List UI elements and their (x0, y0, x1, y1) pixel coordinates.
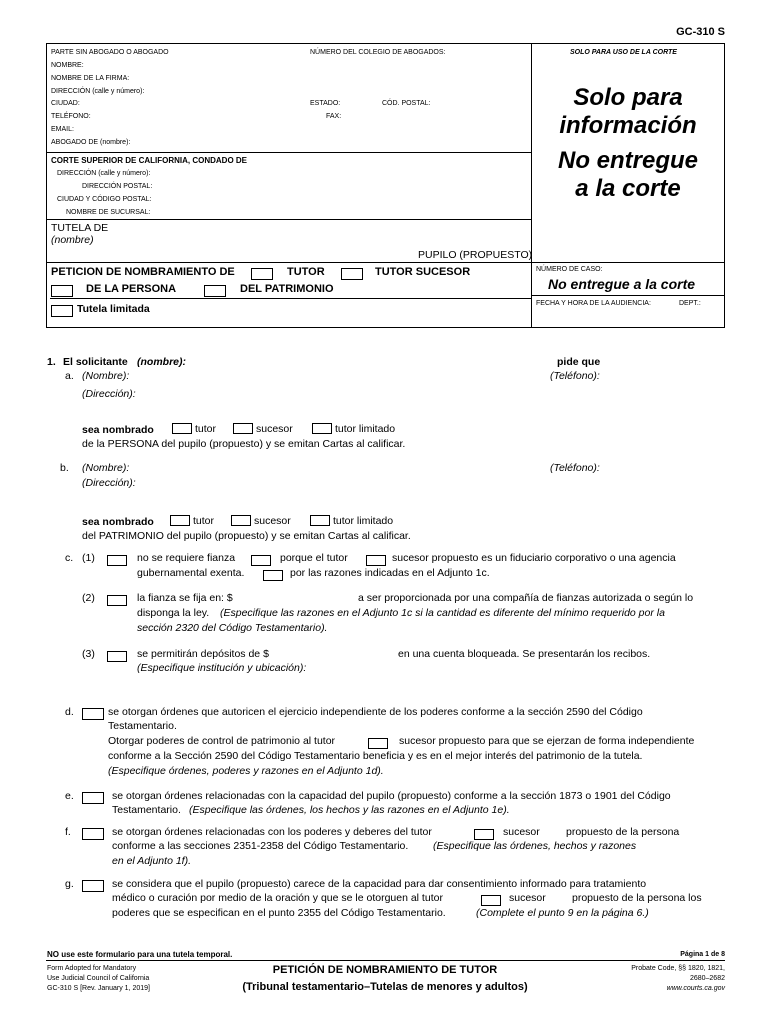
c1-no-bond-text: no se requiere fianza (137, 552, 236, 564)
footer-warning: NO use este formulario para una tutela temporal. (47, 950, 233, 959)
b-appointed-label: sea nombrado (82, 516, 154, 528)
d-text-5: conforme a la Sección 2590 del Código Testamentario beneficia y es en el mejor interés del patrimonio de la tutela. (108, 750, 643, 762)
estate-label: DEL PATRIMONIO (240, 283, 334, 295)
item-a-label: a. (65, 370, 74, 382)
a-appointed-label: sea nombrado (82, 424, 154, 436)
stamp-line-3: No entregue (557, 147, 698, 174)
b-letters-text: del PATRIMONIO del pupilo (propuesto) y se emitan Cartas al calificar. (82, 530, 411, 542)
item-b-label: b. (60, 462, 69, 474)
g-text-6: (Complete el punto 9 en la página 6.) (476, 907, 649, 919)
c1-fiduciary-text: sucesor propuesto es un fiduciario corporativo o una agencia (392, 552, 676, 564)
c3-deposits-text: se permitirán depósitos de $ (137, 648, 269, 660)
b-tutor-option[interactable] (170, 515, 214, 527)
guardianship-name-hint: (nombre) (51, 234, 94, 246)
petition-divider-rule (50, 298, 532, 299)
c2-checkbox[interactable] (107, 591, 130, 609)
header-bottom-rule (46, 327, 725, 328)
g-text-1: se considera que el pupilo (propuesto) carece de la capacidad para dar consentimiento informado para tratamiento (112, 878, 647, 890)
case-divider-rule (531, 295, 725, 296)
case-number-value: No entregue a la corte (548, 276, 696, 292)
stamp-line-4: a la corte (575, 175, 681, 202)
item-g-label: g. (65, 878, 74, 890)
dept-label: DEPT.: (679, 300, 701, 307)
c2-surety-text: a ser proporcionada por una compañía de fianzas autorizada o según lo (358, 592, 694, 604)
a-sucesor-option[interactable] (233, 423, 293, 435)
b-limitado-text: tutor limitado (333, 515, 394, 527)
c2-label: (2) (82, 592, 95, 604)
code-line-2: 2680–2682 (689, 975, 725, 982)
c3-institution-text: (Especifique institución y ubicación): (137, 662, 307, 674)
court-title: CORTE SUPERIOR DE CALIFORNIA, CONDADO DE (51, 156, 248, 165)
f-text-6: en el Adjunto 1f). (112, 855, 191, 867)
e-checkbox[interactable] (82, 789, 104, 807)
limited-label: Tutela limitada (77, 303, 150, 315)
form-code: GC-310 S (676, 26, 725, 38)
tutor-checkbox[interactable] (251, 265, 273, 283)
a-tutor-text: tutor (195, 423, 217, 435)
firm-label: NOMBRE DE LA FIRMA: (51, 75, 130, 82)
adopted-line-3: GC-310 S [Rev. January 1, 2019] (47, 985, 150, 992)
adopted-line-2: Use Judicial Council of California (47, 975, 150, 982)
b-phone-label: (Teléfono): (550, 462, 600, 474)
g-checkbox[interactable] (82, 877, 104, 895)
b-sucesor-option[interactable] (231, 515, 291, 527)
footer-rule (46, 960, 725, 961)
petitioner-label: El solicitante (63, 356, 128, 368)
court-top-rule (46, 152, 532, 153)
a-address-label: (Dirección): (82, 388, 136, 400)
zip-label: CÓD. POSTAL: (382, 100, 431, 107)
bar-number-label: NÚMERO DEL COLEGIO DE ABOGADOS: (310, 49, 446, 56)
item-e-label: e. (65, 790, 74, 802)
attorney-for-label: ABOGADO DE (nombre): (51, 139, 131, 146)
item-d-label: d. (65, 706, 74, 718)
court-use-label: SOLO PARA USO DE LA CORTE (570, 49, 677, 56)
petitioner-name-hint: (nombre): (137, 356, 186, 368)
f-text-3: propuesto de la persona (566, 826, 680, 838)
header-left-rule (46, 43, 47, 328)
a-letters-text: de la PERSONA del pupilo (propuesto) y se emitan Cartas al calificar. (82, 438, 406, 450)
successor-label: TUTOR SUCESOR (375, 266, 471, 278)
state-label: ESTADO: (310, 100, 341, 107)
d-text-2: Testamentario. (108, 720, 177, 732)
requests-label: pide que (557, 356, 601, 368)
a-phone-label: (Teléfono): (550, 370, 600, 382)
ward-label: PUPILO (PROPUESTO) (418, 249, 533, 261)
c2-section-text: sección 2320 del Código Testamentario). (137, 622, 328, 634)
f-text-4: conforme a las secciones 2351-2358 del Código Testamentario. (112, 840, 409, 852)
adopted-line-1: Form Adopted for Mandatory (47, 965, 137, 972)
f-text-2: sucesor (503, 826, 540, 838)
f-text-1: se otorgan órdenes relacionadas con los poderes y deberes del tutor (112, 826, 432, 838)
city-label: CIUDAD: (51, 100, 80, 107)
code-line-1: Probate Code, §§ 1820, 1821, (631, 965, 725, 972)
a-sucesor-text: sucesor (256, 423, 293, 435)
person-label: DE LA PERSONA (86, 283, 177, 295)
b-sucesor-text: sucesor (254, 515, 291, 527)
petition-title: PETICION DE NOMBRAMIENTO DE (51, 266, 235, 278)
c1-label: (1) (82, 552, 95, 564)
item-1-number: 1. (47, 356, 56, 368)
f-text-5: (Especifique las órdenes, hechos y razones (433, 840, 637, 852)
header-right-rule (724, 43, 725, 328)
court-bottom-rule (46, 219, 532, 220)
petition-top-rule (46, 262, 725, 263)
c2-bond-text: la fianza se fija en: $ (137, 592, 233, 604)
b-limitado-option[interactable] (310, 515, 393, 527)
footer-title-2: (Tribunal testamentario–Tutelas de menores y adultos) (242, 981, 528, 993)
party-label: PARTE SIN ABOGADO O ABOGADO (51, 49, 169, 56)
d-text-1: se otorgan órdenes que autoricen el ejercicio independiente de los poderes conforme a la sección 2590 del Código (108, 706, 643, 718)
d-text-6: (Especifique órdenes, poderes y razones en el Adjunto 1d). (108, 765, 384, 777)
c1-reasons-text: por las razones indicadas en el Adjunto 1c. (290, 567, 490, 579)
f-checkbox[interactable] (82, 825, 104, 843)
header-top-rule (46, 43, 725, 44)
courts-link[interactable]: www.courts.ca.gov (666, 985, 725, 992)
a-limitado-text: tutor limitado (335, 423, 396, 435)
a-tutor-option[interactable] (172, 423, 216, 435)
b-tutor-text: tutor (193, 515, 215, 527)
e-text-1: se otorgan órdenes relacionadas con la capacidad del pupilo (propuesto) conforme a la sección 1873 o 1901 del Código (112, 790, 671, 802)
g-text-2: médico o curación por medio de la oración y que se le otorguen al tutor (112, 892, 443, 904)
item-c-label: c. (65, 552, 74, 564)
g-text-5: poderes que se especifican en el punto 2355 del Código Testamentario. (112, 907, 446, 919)
c3-checkbox[interactable] (107, 647, 130, 665)
b-address-label: (Dirección): (82, 477, 136, 489)
fax-label: FAX: (326, 113, 342, 120)
court-mailing-label: DIRECCIÓN POSTAL: (82, 183, 153, 190)
a-name-label: (Nombre): (82, 370, 130, 382)
c1-reasons-checkbox[interactable] (263, 566, 286, 584)
stamp-line-1: Solo para (573, 84, 683, 111)
case-number-label: NÚMERO DE CASO: (536, 266, 603, 273)
d-text-4: sucesor propuesto para que se ejerzan de forma independiente (399, 735, 695, 747)
guardianship-label: TUTELA DE (51, 222, 109, 234)
page-number: Página 1 de 8 (680, 951, 725, 958)
c2-law-text: disponga la ley. (137, 607, 210, 619)
c1-agency-text: gubernamental exenta. (137, 567, 245, 579)
court-street-label: DIRECCIÓN (calle y número): (57, 170, 151, 177)
a-limitado-option[interactable] (312, 423, 395, 435)
stamp-line-2: información (559, 112, 697, 139)
c3-label: (3) (82, 648, 95, 660)
g-text-4: propuesto de la persona los (572, 892, 702, 904)
name-label: NOMBRE: (51, 62, 84, 69)
court-city-label: CIUDAD Y CÓDIGO POSTAL: (57, 196, 152, 203)
successor-checkbox[interactable] (341, 265, 363, 283)
g-text-3: sucesor (509, 892, 546, 904)
limited-checkbox[interactable] (51, 302, 73, 320)
b-name-label: (Nombre): (82, 462, 130, 474)
c2-reasons-text: (Especifique las razones en el Adjunto 1c si la cantidad es diferente del mínimo requerido por la (220, 607, 665, 619)
c1-because-text: porque el tutor (280, 552, 348, 564)
tutor-label: TUTOR (287, 266, 325, 278)
court-branch-label: NOMBRE DE SUCURSAL: (66, 209, 151, 216)
c3-blocked-text: en una cuenta bloqueada. Se presentarán los recibos. (398, 648, 651, 660)
footer-title-1: PETICIÓN DE NOMBRAMIENTO DE TUTOR (272, 964, 498, 976)
address-label: DIRECCIÓN (calle y número): (51, 88, 145, 95)
e-text-3: (Especifique las órdenes, los hechos y las razones en el Adjunto 1e). (189, 804, 510, 816)
item-f-label: f. (65, 826, 71, 838)
phone-label: TELÉFONO: (51, 113, 91, 120)
hearing-label: FECHA Y HORA DE LA AUDIENCIA: (536, 300, 651, 307)
c1-no-bond-checkbox[interactable] (107, 551, 130, 569)
d-checkbox[interactable] (82, 705, 104, 723)
email-label: EMAIL: (51, 126, 74, 133)
d-text-3: Otorgar poderes de control de patrimonio al tutor (108, 735, 336, 747)
e-text-2: Testamentario. (112, 804, 181, 816)
